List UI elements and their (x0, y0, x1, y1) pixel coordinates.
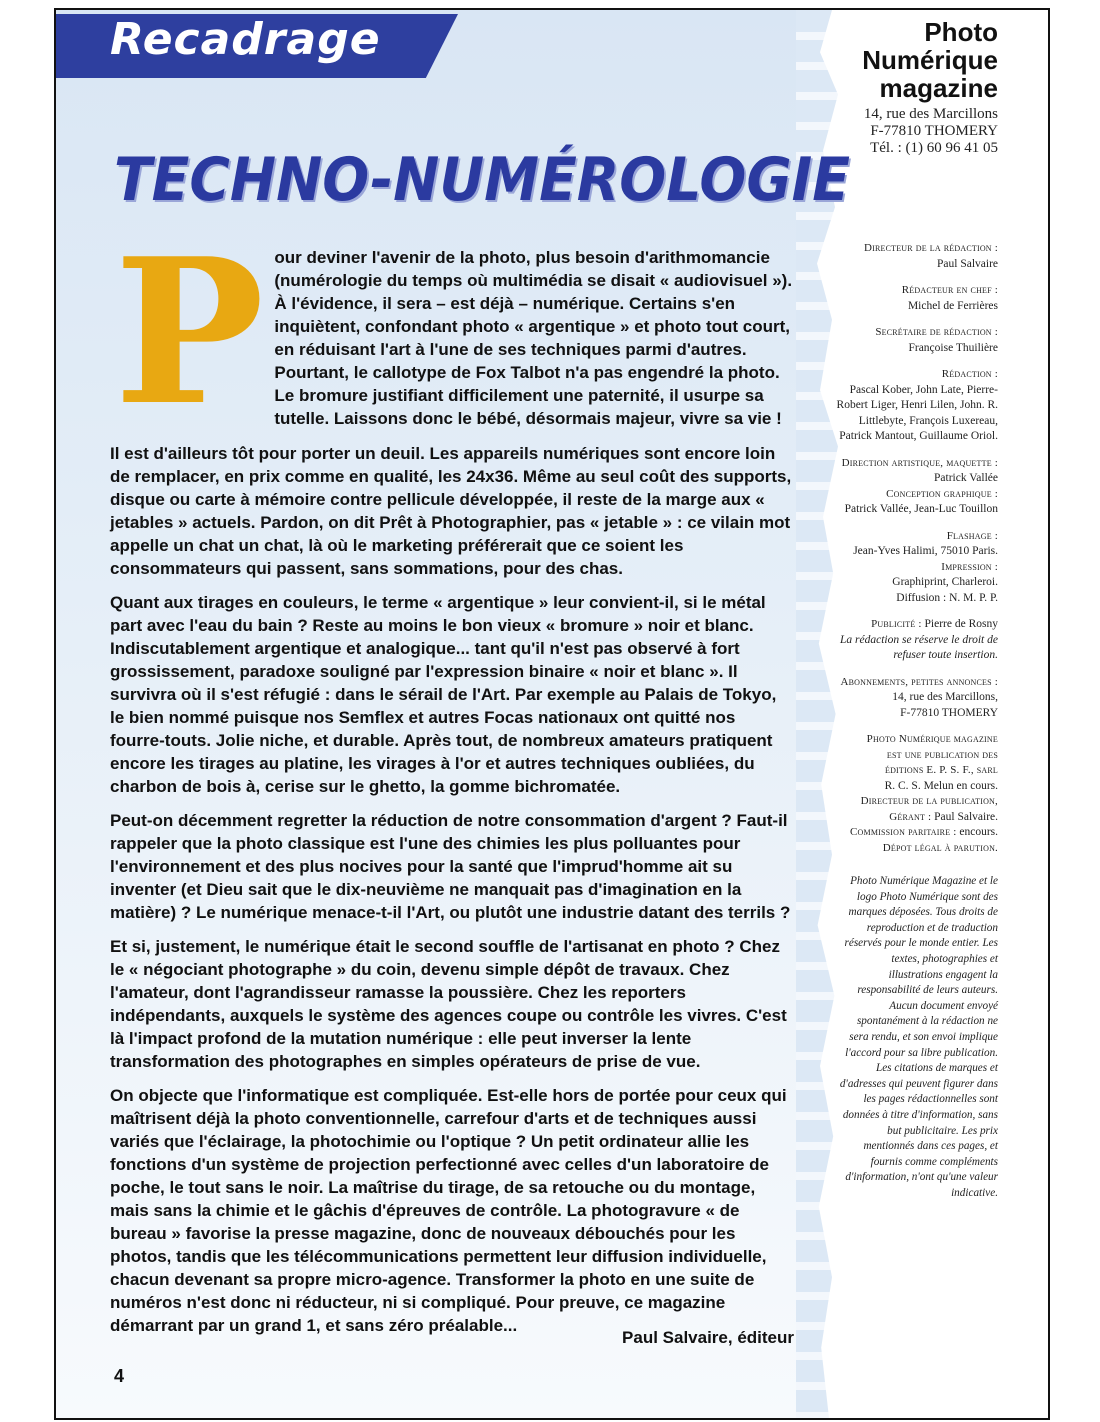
section-label: Recadrage (110, 14, 381, 65)
credit-names: Françoise Thuilière (908, 341, 998, 354)
credit-role: Publicité : (871, 618, 922, 630)
article-paragraph: Et si, justement, le numérique était le second souffle de l'artisanat en photo ? Chez le « négociant photographe » du coin, devenu simple dépôt de travaux. Chez l'amateur, dont l'agrandisseur ramasse la poussière. Chez les reporters indépendants, auxquels le système des agences coupe ou contrôle les vivres. C'est là l'impact profond de la mutation numérique : elle peut inverser la lente transformation des photographes en simples opérateurs de prise de vue. (110, 937, 787, 1071)
magazine-name-line: Photo (924, 17, 998, 47)
credit-block (836, 283, 998, 314)
credit-names: Pascal Kober, John Late, Pierre-Robert Liger, Henri Lilen, John. R. Littlebyte, François Luxereau, Patrick Mantout, Guillaume Oriol. (836, 383, 998, 442)
magazine-name (836, 18, 998, 102)
magazine-name-line: magazine (879, 73, 998, 103)
credit-names: Graphiprint, Charleroi. (892, 576, 998, 588)
article-paragraph: Quant aux tirages en couleurs, le terme « argentique » leur convient-il, si le métal part avec l'eau du bain ? Reste au moins le bon vieux « bromure » noir et blanc. Indiscutablement argentique et analogique... tant qu'il n'est pas observé à fort grossissement, paradoxe souligné par l'expression binaire « noir et blanc ». Il survivra où il s'est réfugié : dans le sérail de l'Art. Par exemple au Palais de Tokyo, le bien nommé puisque nos Semflex et autres Focas nationaux ont quitté nos fourre-touts. Jolie niche, et durable. Après tout, de nombreux amateurs pratiquent encore les tirages au platine, les virages à l'or et autres techniques oubliées, du charbon de bois à, cerise sur le ghetto, la gomme bichromatée. (110, 593, 777, 796)
credit-block-print (836, 529, 998, 607)
legal-notice: Photo Numérique Magazine et le logo Photo Numérique sont des marques déposées. Tous droits de reproduction et de traduction réservés pour le monde entier. Les textes, photographies et illustrations engagent la responsabilité de leurs auteurs. Aucun document envoyé spontanément à la rédaction ne sera rendu, et son envoi implique l'accord pour sa libre publication. Les citations de marques et d'adresses qui peuvent figurer dans les pages rédactionnelles sont données à titre d'information, sans but publicitaire. Les prix mentionnés dans ces pages, et fournis comme compléments d'information, n'ont qu'une valeur indicative. (839, 875, 998, 1199)
drop-cap: P (114, 215, 265, 450)
credit-names: Patrick Vallée, Jean-Luc Touillon (844, 503, 998, 515)
publisher-line: Directeur de la publication, (860, 795, 998, 807)
credit-names: Michel de Ferrières (907, 299, 998, 312)
masthead-sidebar (836, 18, 998, 1201)
publisher-line: éditions E. P. S. F., sarl (884, 764, 998, 776)
subs-address: 14, rue des Marcillons, (892, 691, 998, 703)
credit-names: Paul Salvaire (937, 257, 998, 270)
publisher-block (836, 732, 998, 856)
credit-names: Jean-Yves Halimi, 75010 Paris. (853, 545, 998, 557)
credit-distribution: Diffusion : N. M. P. P. (896, 591, 998, 604)
credit-names: Pierre de Rosny (924, 618, 998, 630)
staff-credits (836, 241, 998, 1201)
credit-role: Rédaction : (941, 368, 998, 380)
credit-block-subscriptions (836, 675, 998, 722)
publisher-role: Gérant : (889, 810, 932, 823)
article-paragraph: Il est d'ailleurs tôt pour porter un deuil. Les appareils numériques sont encore loin de remplacer, en prix comme en qualité, les 24x36. Même au seul coût des supports, disque ou carte à mémoire contre pellicule développée, il reste de la marge aux « jetables » actuels. Pardon, on dit Prêt à Photographier, pas « jetable » : ce vilain mot appelle un chat un chat, là où le marketing préférerait que ce soient les consommateurs qui passent, sans sommations, pour des chas. (110, 444, 792, 578)
phone-line: Tél. : (1) 60 96 41 05 (870, 140, 998, 156)
publisher-line: est une publication des (886, 748, 998, 761)
magazine-name-line: Numérique (862, 45, 998, 75)
article-body (110, 215, 794, 1349)
credit-role: Impression : (941, 560, 998, 573)
article-signature: Paul Salvaire, éditeur (622, 1328, 794, 1347)
credit-block-art (836, 456, 998, 518)
credit-role: Conception graphique : (886, 487, 998, 500)
credit-role: Directeur de la rédaction : (863, 242, 998, 254)
credit-block-ads (836, 617, 998, 664)
publisher-name: Paul Salvaire. (934, 810, 998, 823)
page-number: 4 (114, 1366, 125, 1386)
page-frame (54, 8, 1050, 1420)
credit-block (836, 241, 998, 272)
publisher-value: encours. (959, 826, 998, 838)
credit-names: Patrick Vallée (934, 472, 998, 484)
credit-role: Secrétaire de rédaction : (875, 326, 998, 338)
ads-note: La rédaction se réserve le droit de refuser toute insertion. (840, 633, 998, 661)
address-line: F-77810 THOMERY (870, 123, 998, 139)
publisher-role: Commission paritaire : (850, 826, 957, 838)
credit-block (836, 367, 998, 445)
article-title: TECHNO-NUMÉROLOGIE (114, 145, 850, 215)
subs-address: F-77810 THOMERY (900, 706, 998, 719)
credit-role: Flashage : (946, 529, 998, 542)
article-paragraph (110, 215, 794, 450)
credit-role: Abonnements, petites annonces : (840, 675, 998, 688)
publisher-line: R. C. S. Melun en cours. (884, 779, 998, 792)
article-paragraph: Peut-on décemment regretter la réduction de notre consommation d'argent ? Faut-il rappeler que la photo classique est l'une des chimies les plus polluantes pour l'environnement et des plus nocives pour la santé que l'imprud'homme ait su inventer (et Dieu sait que le dix-neuvième ne manquait pas d'imagination en la matière) ? Le numérique menace-t-il l'Art, ou plutôt une industrie datant des terrils ? (110, 811, 791, 922)
credit-role: Rédacteur en chef : (901, 284, 998, 296)
address-line: 14, rue des Marcillons (863, 106, 998, 122)
publisher-line: Photo Numérique magazine (866, 733, 998, 745)
magazine-address (836, 106, 998, 157)
credit-role: Direction artistique, maquette : (841, 456, 998, 469)
paragraph-text: our deviner l'avenir de la photo, plus besoin d'arithmomancie (numérologie du temps où multimédia se disait « audiovisuel »). À l'évidence, il sera – est déjà – numérique. Certains s'en inquiètent, confondant photo « argentique » et photo tout court, en réduisant l'art à l'une de ses techniques parmi d'autres. Pourtant, le callotype de Fox Talbot n'a pas engendré la photo. Le bromure justifiant difficilement une paternité, il usurpe sa tutelle. Laissons donc le bébé, désormais majeur, vivre sa vie ! (274, 248, 793, 428)
credit-block (836, 325, 998, 356)
publisher-line: Dépot légal à parution. (882, 841, 998, 854)
article-paragraph: On objecte que l'informatique est compliquée. Est-elle hors de portée pour ceux qui maîtrisent déjà la photo conventionnelle, carrefour d'arts et de techniques aussi variés que l'éclairage, la photochimie ou l'optique ? Un petit ordinateur allie les fonctions d'un système de projection perfectionné avec celles d'un laboratoire de poche, le tout sans le noir. La maîtrise du tirage, de sa retouche ou du montage, mais sans la chimie et le gâchis d'épreuves de contrôle. La photogravure « de bureau » favorise la presse magazine, donc de nouveaux débouchés pour les photos, tandis que les télécommunications permettent leur diffusion individuelle, chacun devenant sa propre micro-agence. Transformer la photo en une suite de numéros n'est donc ni réducteur, ni si compliqué. Pour preuve, ce magazine démarrant par un grand 1, et sans zéro préalable... (110, 1086, 787, 1335)
